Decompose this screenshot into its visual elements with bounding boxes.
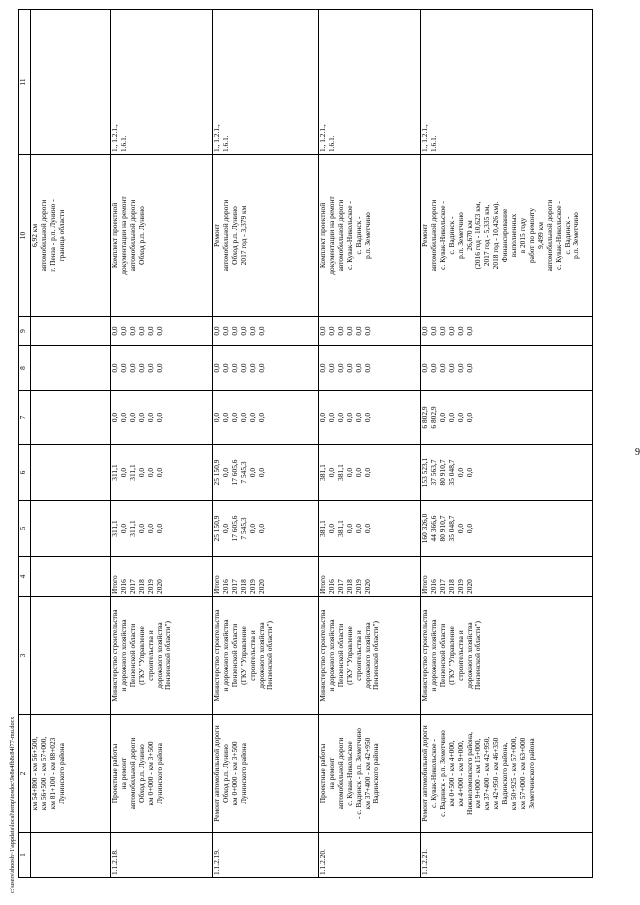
indicator-ref (31, 10, 111, 155)
total-funding-value: 311,1 (127, 520, 137, 537)
year-column (111, 557, 213, 597)
federal-budget-value: 0,0 (437, 412, 447, 423)
other-sources-value: 0,0 (238, 326, 248, 336)
year-label: Итого (110, 575, 119, 594)
target-indicator: Комплект проектной документации на ремонт автомобильной дороги с. Кувак-Никольское - с. Вадинск - р.п. Земетчино (319, 155, 421, 317)
local-budget-value: 0,0 (335, 363, 345, 373)
total-funding (213, 501, 319, 557)
total-funding-value: 381,1 (318, 520, 327, 537)
other-sources-value: 0,0 (428, 326, 438, 336)
local-budget-value: 0,0 (229, 363, 239, 373)
table-row (421, 10, 593, 878)
other-sources-value: 0,0 (256, 326, 266, 336)
regional-budget-value: 7 545,3 (238, 461, 248, 484)
local-budget-value: 0,0 (212, 363, 221, 373)
federal-budget-value: 0,0 (318, 412, 327, 423)
year-label: 2018 (136, 579, 146, 594)
indicator-ref: 1., 1.2.1., 1.6.1. (319, 10, 421, 155)
local-budget (31, 346, 111, 391)
federal-budget-value: 6 802,9 (420, 406, 429, 429)
table-row (31, 10, 111, 878)
federal-budget-value: 0,0 (127, 412, 137, 423)
row-id: 1.1.2.19. (213, 833, 319, 878)
year-label: 2019 (353, 579, 363, 594)
total-funding (31, 501, 111, 557)
executor: Министерство строительства и дорожного хозяйства Пензенской области (ГКУ "Управление строительства и дорожного хозяйства Пензенской области") (319, 597, 421, 715)
total-funding-value: 381,1 (335, 520, 345, 537)
other-sources-value: 0,0 (420, 326, 429, 336)
table-row (319, 10, 421, 878)
regional-budget-value: 0,0 (154, 467, 164, 478)
year-label: 2019 (247, 579, 257, 594)
row-id: 1.1.2.21. (421, 833, 593, 878)
year-column (213, 557, 319, 597)
column-number: 8 (19, 346, 31, 391)
regional-budget-value: 25 150,9 (212, 459, 221, 486)
local-budget-value: 0,0 (428, 363, 438, 373)
regional-budget (421, 445, 593, 501)
year-label: Итого (420, 575, 429, 594)
federal-budget-value: 0,0 (247, 412, 257, 423)
regional-budget-value: 37 563,7 (428, 459, 438, 486)
total-funding-value: 17 605,6 (229, 515, 239, 542)
year-column (31, 557, 111, 597)
year-label: 2018 (344, 579, 354, 594)
year-label: 2017 (335, 579, 345, 594)
total-funding-value: 0,0 (353, 523, 363, 534)
other-sources-value: 0,0 (136, 326, 146, 336)
page-number: 9 (635, 447, 640, 458)
work-name: Ремонт автомобильной дороги с. Кувак-Никольское - с. Вадинск - р.п. Земетчино км 0+500 - км 4+000, км 4+000 - км 9+000, Нижнеломовского района, км 9+000 - км 15+000, км 37+400 - км 42+950, км 42+950 - км 46+350 Вадинского района, км 50+925 - км 57+000, км 57+000 - км 63+000 Земетчинского района (421, 715, 593, 833)
year-label: 2018 (238, 579, 248, 594)
total-funding (421, 501, 593, 557)
year-label: Итого (318, 575, 327, 594)
federal-budget-value: 0,0 (464, 412, 474, 423)
column-number: 5 (19, 501, 31, 557)
regional-budget-value: 311,1 (127, 464, 137, 481)
regional-budget-value: 0,0 (326, 467, 336, 478)
federal-budget-value: 0,0 (145, 412, 155, 423)
column-number: 9 (19, 317, 31, 346)
year-label: 2019 (455, 579, 465, 594)
year-label: 2016 (326, 579, 336, 594)
year-column (319, 557, 421, 597)
federal-budget (111, 391, 213, 445)
local-budget-value: 0,0 (318, 363, 327, 373)
year-label: 2018 (446, 579, 456, 594)
federal-budget-value: 0,0 (362, 412, 372, 423)
local-budget-value: 0,0 (446, 363, 456, 373)
other-sources-value: 0,0 (318, 326, 327, 336)
total-funding-value: 25 150,9 (212, 515, 221, 542)
federal-budget-value: 0,0 (353, 412, 363, 423)
federal-budget-value: 0,0 (256, 412, 266, 423)
regional-budget-value: 311,1 (110, 464, 119, 481)
regional-budget-value: 0,0 (136, 467, 146, 478)
federal-budget (319, 391, 421, 445)
other-sources (421, 317, 593, 346)
total-funding-value: 35 048,7 (446, 515, 456, 542)
other-sources-value: 0,0 (437, 326, 447, 336)
local-budget-value: 0,0 (326, 363, 336, 373)
other-sources-value: 0,0 (229, 326, 239, 336)
year-label: 2017 (437, 579, 447, 594)
local-budget-value: 0,0 (455, 363, 465, 373)
row-id: 1.1.2.20. (319, 833, 421, 878)
total-funding (319, 501, 421, 557)
table-row (213, 10, 319, 878)
local-budget-value: 0,0 (420, 363, 429, 373)
other-sources-value: 0,0 (220, 326, 230, 336)
federal-budget-value: 0,0 (110, 412, 119, 423)
row-id (31, 833, 111, 878)
column-number-row (19, 10, 31, 878)
regional-budget-value: 17 605,6 (229, 459, 239, 486)
local-budget-value: 0,0 (362, 363, 372, 373)
regional-budget-value: 0,0 (118, 467, 128, 478)
local-budget-value: 0,0 (136, 363, 146, 373)
year-label: 2020 (154, 579, 164, 594)
column-number: 6 (19, 445, 31, 501)
federal-budget-value: 0,0 (154, 412, 164, 423)
target-indicator: Ремонт автомобильной дороги Обход р.п. Лунино 2017 год - 3,379 км (213, 155, 319, 317)
work-name: Проектные работы на ремонт автомобильной дороги Обход р.п. Лунино км 0+000 - км 3+500 Лунинского района (111, 715, 213, 833)
regional-budget-value: 0,0 (256, 467, 266, 478)
other-sources-value: 0,0 (446, 326, 456, 336)
other-sources-value: 0,0 (145, 326, 155, 336)
regional-budget (319, 445, 421, 501)
total-funding-value: 0,0 (362, 523, 372, 534)
indicator-ref: 1., 1.2.1., 1.6.1. (421, 10, 593, 155)
local-budget-value: 0,0 (437, 363, 447, 373)
regional-budget (111, 445, 213, 501)
column-number: 4 (19, 557, 31, 597)
local-budget-value: 0,0 (220, 363, 230, 373)
target-indicator: 6,92 км автомобильной дороги г. Пенза - р.п. Лунино - граница области (31, 155, 111, 317)
total-funding-value: 0,0 (256, 523, 266, 534)
regional-budget-value: 381,1 (335, 464, 345, 481)
regional-budget-value: 153 523,1 (420, 457, 429, 488)
program-table (18, 9, 593, 878)
local-budget-value: 0,0 (464, 363, 474, 373)
total-funding-value: 7 545,3 (238, 517, 248, 540)
column-number: 11 (19, 10, 31, 155)
local-budget-value: 0,0 (256, 363, 266, 373)
regional-budget (213, 445, 319, 501)
local-budget (319, 346, 421, 391)
year-label: 2020 (362, 579, 372, 594)
federal-budget-value: 0,0 (326, 412, 336, 423)
indicator-ref: 1., 1.2.1., 1.6.1. (213, 10, 319, 155)
local-budget-value: 0,0 (353, 363, 363, 373)
federal-budget-value: 0,0 (212, 412, 221, 423)
other-sources-value: 0,0 (247, 326, 257, 336)
regional-budget-value: 0,0 (247, 467, 257, 478)
year-label: 2016 (428, 579, 438, 594)
other-sources (31, 317, 111, 346)
column-number: 3 (19, 597, 31, 715)
federal-budget-value: 0,0 (344, 412, 354, 423)
column-number: 2 (19, 715, 31, 833)
total-funding-value: 160 326,0 (420, 513, 429, 544)
target-indicator: Ремонт автомобильной дороги с. Кувак-Никольское - с. Вадинск - р.п. Земетчино 26,670 км (2016 год - 10,623 км, 2017 год - 5,335 км, 2018 год - 10,426 км). Финансирование выполненных в 2015 году работ по ремонту 9,499 км автомобильной дороги с. Кувак-Никольское - с. Вадинск - р.п. Земетчино (421, 155, 593, 317)
year-label: 2020 (256, 579, 266, 594)
year-label: 2016 (220, 579, 230, 594)
year-label: 2019 (145, 579, 155, 594)
year-label: 2016 (118, 579, 128, 594)
regional-budget-value: 35 048,7 (446, 459, 456, 486)
other-sources-value: 0,0 (154, 326, 164, 336)
regional-budget-value: 0,0 (145, 467, 155, 478)
local-budget-value: 0,0 (154, 363, 164, 373)
total-funding-value: 0,0 (118, 523, 128, 534)
work-name: Ремонт автомобильной дороги Обход р.п. Лунино км 0+000 - км 3+500 Лунинского района (213, 715, 319, 833)
file-path-footer: c:\users\shoosh~1\appdata\local\temp\tosdoc\9e8e4fb8c84f77-mu.docx (9, 716, 16, 893)
regional-budget-value: 80 910,7 (437, 459, 447, 486)
federal-budget-value: 0,0 (118, 412, 128, 423)
other-sources-value: 0,0 (110, 326, 119, 336)
indicator-ref: 1., 1.2.1., 1.6.1. (111, 10, 213, 155)
federal-budget-value: 0,0 (136, 412, 146, 423)
regional-budget-value: 0,0 (353, 467, 363, 478)
column-number: 7 (19, 391, 31, 445)
total-funding-value: 0,0 (344, 523, 354, 534)
other-sources-value: 0,0 (455, 326, 465, 336)
executor: Министерство строительства и дорожного хозяйства Пензенской области (ГКУ "Управление строительства и дорожного хозяйства Пензенской области") (213, 597, 319, 715)
regional-budget-value: 0,0 (344, 467, 354, 478)
total-funding-value: 311,1 (110, 520, 119, 537)
total-funding (111, 501, 213, 557)
target-indicator: Комплект проектной документации на ремонт автомобильной дороги Обход р.п. Лунино (111, 155, 213, 317)
other-sources-value: 0,0 (353, 326, 363, 336)
local-budget-value: 0,0 (344, 363, 354, 373)
regional-budget-value: 0,0 (362, 467, 372, 478)
total-funding-value: 0,0 (154, 523, 164, 534)
federal-budget-value: 0,0 (220, 412, 230, 423)
federal-budget-value: 0,0 (238, 412, 248, 423)
year-label: Итого (212, 575, 221, 594)
executor: Министерство строительства и дорожного хозяйства Пензенской области (ГКУ "Управление строительства и дорожного хозяйства Пензенской области") (111, 597, 213, 715)
total-funding-value: 0,0 (220, 523, 230, 534)
work-name: Проектные работы на ремонт автомобильной дороги с. Кувак-Никольское - с. Вадинск - р.п. Земетчино км 37+400 - км 42+950 Вадинского района (319, 715, 421, 833)
other-sources-value: 0,0 (464, 326, 474, 336)
local-budget (111, 346, 213, 391)
other-sources-value: 0,0 (362, 326, 372, 336)
regional-budget-value: 0,0 (464, 467, 474, 478)
year-column (421, 557, 593, 597)
federal-budget-value: 0,0 (446, 412, 456, 423)
executor (31, 597, 111, 715)
other-sources-value: 0,0 (335, 326, 345, 336)
regional-budget-value: 381,1 (318, 464, 327, 481)
regional-budget-value: 0,0 (455, 467, 465, 478)
total-funding-value: 0,0 (145, 523, 155, 534)
table-row (111, 10, 213, 878)
other-sources (319, 317, 421, 346)
other-sources (213, 317, 319, 346)
local-budget-value: 0,0 (118, 363, 128, 373)
local-budget-value: 0,0 (238, 363, 248, 373)
other-sources-value: 0,0 (326, 326, 336, 336)
federal-budget (421, 391, 593, 445)
federal-budget-value: 6 802,9 (428, 406, 438, 429)
federal-budget (213, 391, 319, 445)
federal-budget (31, 391, 111, 445)
other-sources-value: 0,0 (344, 326, 354, 336)
local-budget-value: 0,0 (110, 363, 119, 373)
executor: Министерство строительства и дорожного хозяйства Пензенской области (ГКУ "Управление строительства и дорожного хозяйства Пензенской области") (421, 597, 593, 715)
federal-budget-value: 0,0 (335, 412, 345, 423)
local-budget-value: 0,0 (247, 363, 257, 373)
local-budget-value: 0,0 (127, 363, 137, 373)
federal-budget-value: 0,0 (229, 412, 239, 423)
federal-budget-value: 0,0 (455, 412, 465, 423)
work-name: км 54+800 - км 56+500, км 56+500 - км 57+000, км 81+100 - км 88+023 Лунинского района (31, 715, 111, 833)
row-id: 1.1.2.18. (111, 833, 213, 878)
year-label: 2017 (127, 579, 137, 594)
year-label: 2017 (229, 579, 239, 594)
local-budget (213, 346, 319, 391)
regional-budget-value: 0,0 (220, 467, 230, 478)
column-number: 1 (19, 833, 31, 878)
total-funding-value: 0,0 (464, 523, 474, 534)
year-label: 2020 (464, 579, 474, 594)
regional-budget (31, 445, 111, 501)
total-funding-value: 0,0 (247, 523, 257, 534)
column-number: 10 (19, 155, 31, 317)
local-budget (421, 346, 593, 391)
total-funding-value: 44 366,6 (428, 515, 438, 542)
total-funding-value: 0,0 (326, 523, 336, 534)
total-funding-value: 0,0 (455, 523, 465, 534)
other-sources (111, 317, 213, 346)
other-sources-value: 0,0 (118, 326, 128, 336)
other-sources-value: 0,0 (212, 326, 221, 336)
total-funding-value: 0,0 (136, 523, 146, 534)
total-funding-value: 80 910,7 (437, 515, 447, 542)
local-budget-value: 0,0 (145, 363, 155, 373)
other-sources-value: 0,0 (127, 326, 137, 336)
